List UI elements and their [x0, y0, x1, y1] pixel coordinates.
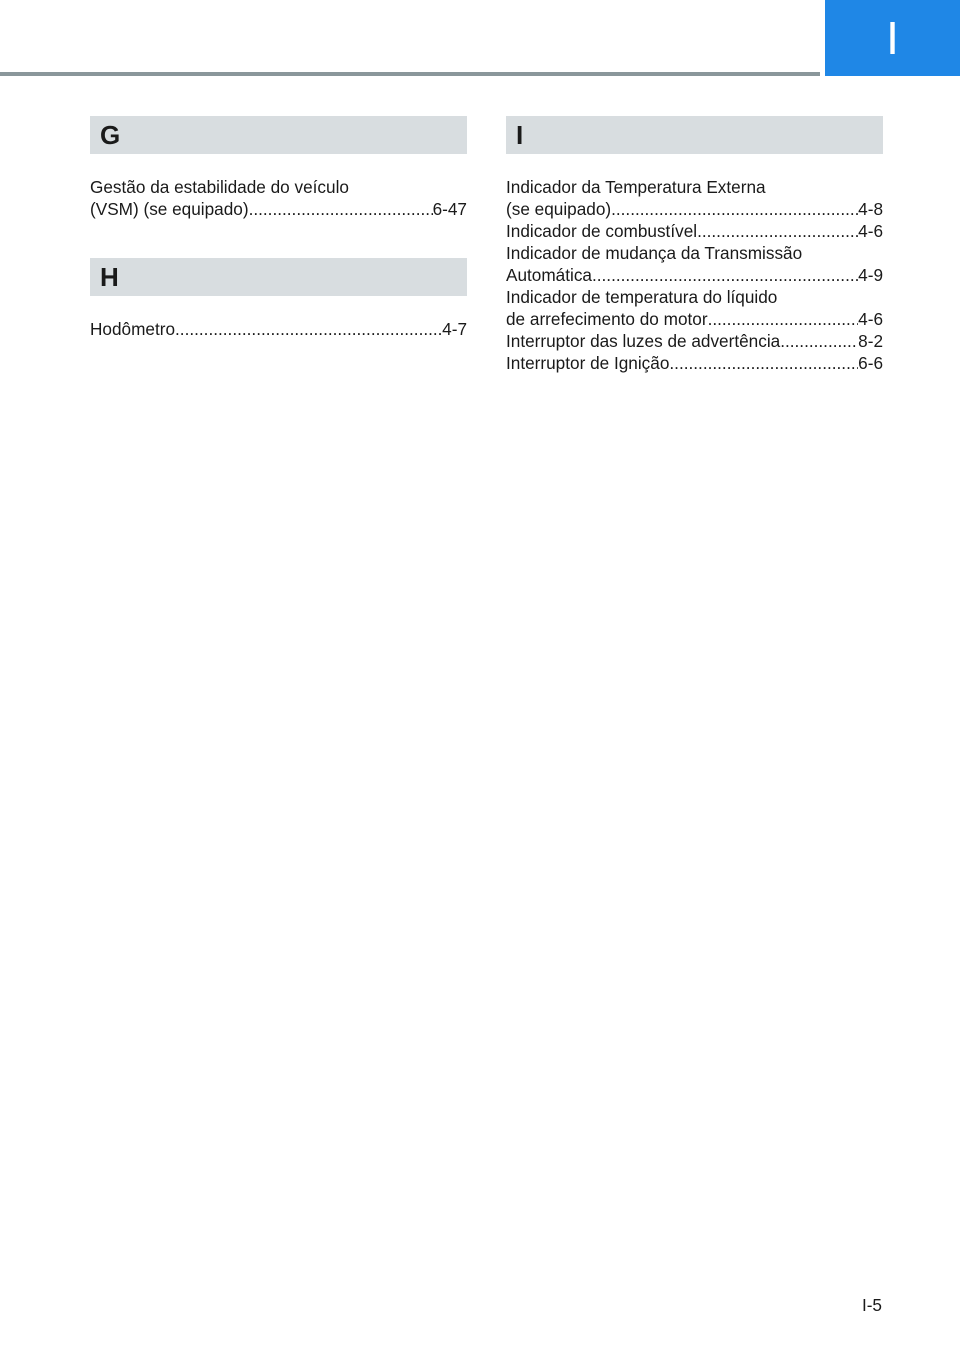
entry-last-line: [506, 308, 883, 330]
entry-page-ref: 4-9: [858, 265, 883, 285]
index-entry: [506, 330, 883, 352]
entry-last-line: [506, 198, 883, 220]
index-column-left: [90, 116, 467, 340]
entry-page-ref: 6-47: [432, 199, 467, 219]
entry-text: (se equipado): [506, 199, 612, 219]
index-section-h: [90, 258, 467, 340]
leader-dots: [708, 308, 859, 330]
entry-last-line: [506, 330, 883, 352]
entry-page-ref: 6-6: [858, 353, 883, 373]
leader-dots: [780, 330, 858, 352]
index-section-i: [506, 116, 883, 374]
index-entry: [506, 176, 883, 220]
section-entries-h: [90, 318, 467, 340]
leader-dots: [249, 198, 433, 220]
index-section-g: [90, 116, 467, 220]
entry-page-ref: 8-2: [858, 331, 883, 351]
section-header-i: I: [506, 116, 883, 154]
leader-dots: [592, 264, 858, 286]
entry-page-ref: 4-7: [442, 319, 467, 339]
entry-last-line: [506, 352, 883, 374]
index-column-right: [506, 116, 883, 374]
leader-dots: [611, 198, 858, 220]
index-entry: [506, 286, 883, 330]
entry-page-ref: 4-6: [858, 309, 883, 329]
entry-text: Interruptor de Ignição: [506, 353, 670, 373]
entry-text-line: Indicador da Temperatura Externa: [506, 177, 766, 197]
leader-dots: [175, 318, 442, 340]
index-entry: [506, 352, 883, 374]
entry-page-ref: 4-6: [858, 221, 883, 241]
entry-text: (VSM) (se equipado): [90, 199, 249, 219]
header-rule: [0, 72, 820, 76]
entry-last-line: [506, 264, 883, 286]
entry-text: de arrefecimento do motor: [506, 309, 708, 329]
section-header-h: H: [90, 258, 467, 296]
entry-last-line: [506, 220, 883, 242]
entry-text: Automática: [506, 265, 592, 285]
entry-last-line: [90, 318, 467, 340]
section-entries-g: [90, 176, 467, 220]
section-entries-i: [506, 176, 883, 374]
index-entry: [90, 318, 467, 340]
entry-text: Interruptor das luzes de advertência: [506, 331, 781, 351]
entry-page-ref: 4-8: [858, 199, 883, 219]
entry-last-line: [90, 198, 467, 220]
entry-text-line: Gestão da estabilidade do veículo: [90, 177, 349, 197]
page-number: I-5: [861, 1295, 882, 1315]
entry-text: Indicador de combustível: [506, 221, 698, 241]
index-entry: [506, 220, 883, 242]
entry-text: Hodômetro: [90, 319, 176, 339]
leader-dots: [669, 352, 858, 374]
section-header-g: G: [90, 116, 467, 154]
index-entry: [506, 242, 883, 286]
index-entry: [90, 176, 467, 220]
entry-text-line: Indicador de temperatura do líquido: [506, 287, 778, 307]
chapter-tab: I: [825, 0, 960, 76]
leader-dots: [697, 220, 858, 242]
entry-text-line: Indicador de mudança da Transmissão: [506, 243, 803, 263]
